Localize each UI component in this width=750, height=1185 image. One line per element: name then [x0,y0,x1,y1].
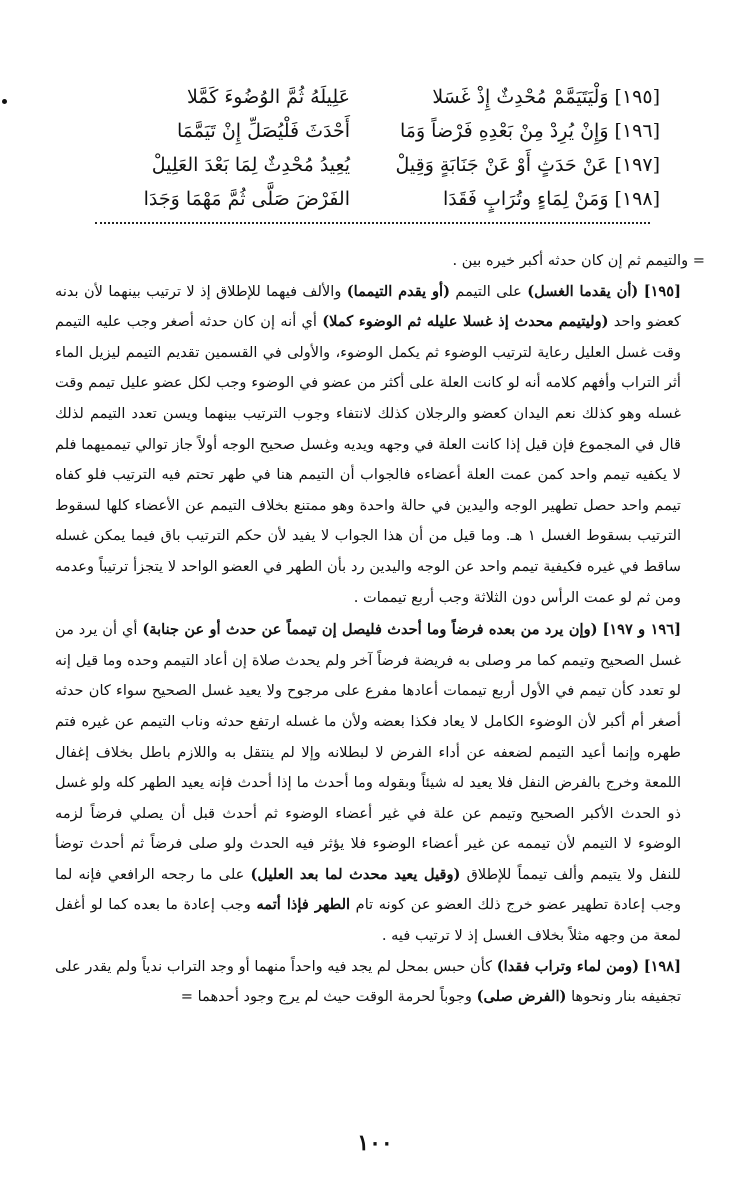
verse-block [100,80,660,216]
commentary-text: كأن حبس بمحل لم يجد فيه واحداً منهما أو وجد التراب ندياً ولم يقدر على تجفيفه بنار ونحوها [55,957,681,1006]
commentary-body [55,246,705,1013]
commentary-text: أي أنه إن كان حدثه أصغر وجب عليه التيمم وقت غسل العليل رعاية لترتيب الوضوء ثم يكمل الوضوء، والأولى في القسمين تقديم التيمم ليزيل الماء أثر التراب وأفهم كلامه أنه لو كانت العلة على أكثر من عضو في الوضوء وجب لكل عضو عليل تيمم وقت غسله وهو كذلك نعم اليدان كعضو والرجلان كذلك لانتفاء وجوب الترتيب بينهما ويسن تعدد التيمم لذلك قال في المجموع فإن قيل إذا كانت العلة في وجهه ويديه وغسل صحيح الوجه أولاً جاز توالي تيمميهما فلم لا يكفيه تيمم واحد كمن عمت العلة أعضاءه فالجواب أن التيمم هنا في طهر تحتم فيه الترتيب فلو كفاه تيمم واحد حصل تطهير الوجه واليدين في حالة واحدة وهو ممتنع بخلاف التيمم عن الأعضاء كلها لسقوط الترتيب بسقوط الغسل ١ هـ. وما قيل من أن هذا الجواب لا يفيد لأن حكم الترتيب باق فيما يمكن غسله ساقط في غيره فكيفية تيمم واحد عن الوجه واليدين رد بأن الطهر في العضو الواحد لا يتجزأ ترتيباً وعدمه ومن ثم لو عمت الرأس دون الثلاثة وجب أربع تيممات . [55,313,682,606]
verse-hemistich-first: [١٩٥] وَلْيَتَيَمَّمْ مُحْدِثٌ إِذْ غَسَلا [432,86,660,108]
verse-line [100,148,660,182]
commentary-text: أي أن يرد من غسل الصحيح وتيمم كما مر وصلى به فريضة فرضاً آخر ولم يحدث صلاة إن أعاد التيمم وحده وما قيل إنه لو تعدد كأن تيمم في الأول أربع تيممات أعادها مفرع على مرجوح ولا يعيد غسل الصحيح سواء كان حدثه أصغر أم أكبر لأن الوضوء الكامل لا يعاد فكذا بعضه ولأن ما غسله ارتفع حدثه وناب التيمم عن غيره فتم طهره وإنما أعيد التيمم لضعفه عن أداء الفرض لا لبطلانه وإلا لم ينتقل به واللازم باطل بخلاف إغفال اللمعة وخرج بالفرض النفل فلا يعيد له شيئاً وبقوله وما أحدث ما إذا أحدث فإنه يعيد الطهر كله ولو غسل ذو الحدث الأكبر الصحيح وتيمم عن علة في غير أعضاء الوضوء ثم أحدث قبل أن يصلي فرضاً لزمه الوضوء لا التيمم لأن تيممه عن غير أعضاء الوضوء فلا يؤثر فيه الحدث ولو صلى فرضاً ثم أحدث توضأ للنفل ولا يتيمم وألف تيمماً للإطلاق [55,621,681,883]
verse-line [100,114,660,148]
quoted-text: (وليتيمم محدث إذ غسلا عليله ثم الوضوء كملا) [322,313,609,331]
commentary-text: والألف فيهما للإطلاق إذ لا ترتيب بينهما لأن بدنه كعضو واحد [55,282,681,331]
verse-number: [١٩٥] [643,282,682,300]
intro-text: والتيمم ثم إن كان حدثه أكبر خيره بين . [452,252,689,269]
verse-line [100,80,660,114]
quoted-text: الطهر فإذا أتمه [256,896,351,914]
quoted-text: (الفرض صلى) [476,988,567,1006]
verse-hemistich-first: [١٩٧] عَنْ حَدَثٍ أَوْ عَنْ جَنَابَةٍ وَقِيلْ [395,154,660,176]
verse-hemistich-first: [١٩٨] وَمَنْ لِمَاءٍ وتُرَابٍ فَقَدَا [443,188,660,210]
commentary-text: وجوباً لحرمة الوقت حيث لم يرج وجود أحدهما = [180,988,477,1006]
margin-dot [2,99,7,104]
commentary-text: على التيمم [450,282,528,300]
verse-hemistich-second: أَحْدَثَ فَلْيُصَلِّ إِنْ تَيَمَّمَا [177,120,350,142]
paragraph-198 [55,952,705,1013]
quoted-text: (ومن لماء وتراب فقدا) [496,957,640,975]
verse-number: [١٩٨] [643,957,682,975]
verse-number: [١٩٦ و ١٩٧] [602,621,681,639]
commentary-text: على ما رجحه الرافعي فإنه لما وجب إعادة تطهير عضو خرج ذلك العضو عن كونه تام [55,865,681,914]
verse-hemistich-first: [١٩٦] وَإِنْ يُرِدْ مِنْ بَعْدِهِ فَرْضاً وَمَا [400,120,660,142]
verse-line [100,182,660,216]
quoted-text: (أن يقدما الغسل) [527,282,639,300]
dotted-separator [95,222,650,224]
paragraph-195 [55,277,705,614]
commentary-intro [55,246,705,277]
verse-hemistich-second: يُعِيدُ مُحْدِثٌ لِمَا بَعْدَ العَلِيلْ [151,154,350,176]
page-number: ١٠٠ [357,1130,393,1156]
quoted-text: (وإن يرد من بعده فرضاً وما أحدث فليصل إن تيمماً عن حدث أو عن جنابة) [142,621,598,639]
continuation-mark: = [692,252,705,269]
verse-hemistich-second: الفَرْضَ صَلَّى ثُمَّ مَهْمَا وَجَدَا [143,188,350,210]
quoted-text: (وقيل يعيد محدث لما بعد العليل) [250,865,461,883]
commentary-text: وجب إعادة ما بعده كما لو أغفل لمعة من وجهه مثلاً بخلاف الغسل إذ لا ترتيب فيه . [55,896,681,945]
quoted-text: (أو يقدم التيمما) [346,282,451,300]
verse-hemistich-second: عَلِيلَهُ ثُمَّ الوُضُوءَ كَمَّلا [186,86,350,108]
paragraph-196-197 [55,615,705,952]
